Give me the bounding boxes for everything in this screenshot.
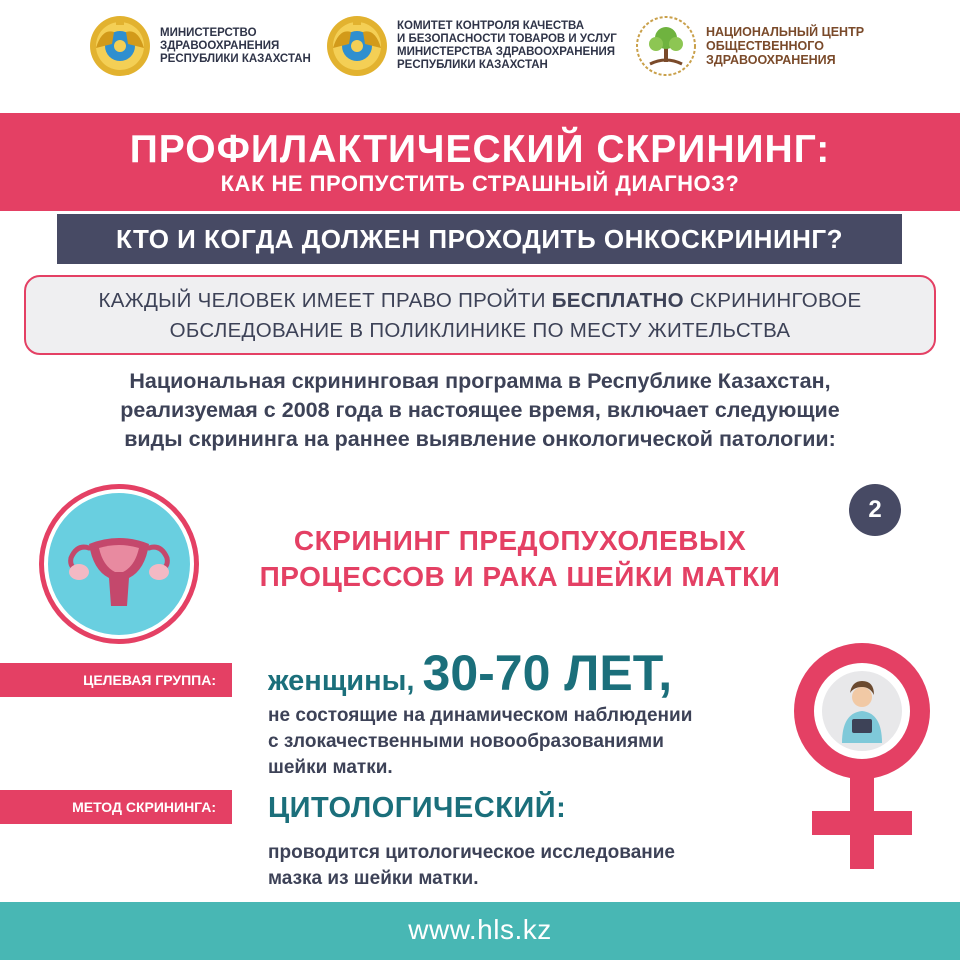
logo-text-line: РЕСПУБЛИКИ КАЗАХСТАН [397, 59, 548, 71]
logo-text-line: РЕСПУБЛИКИ КАЗАХСТАН [160, 52, 311, 65]
program-description [0, 367, 960, 454]
uterus-badge [39, 484, 199, 644]
screening-title-line: СКРИНИНГ ПРЕДОПУХОЛЕВЫХ [293, 525, 747, 556]
logo-text-line: И БЕЗОПАСНОСТИ ТОВАРОВ И УСЛУГ [397, 33, 617, 45]
screening-title-line: ПРОЦЕССОВ И РАКА ШЕЙКИ МАТКИ [259, 561, 781, 592]
tree-logo-icon [634, 14, 698, 78]
logo-committee [325, 14, 617, 78]
page-subtitle: КАК НЕ ПРОПУСТИТЬ СТРАШНЫЙ ДИАГНОЗ? [220, 171, 740, 196]
female-symbol-icon [792, 643, 932, 873]
state-emblem-icon [88, 14, 152, 78]
target-group-label: ЦЕЛЕВАЯ ГРУППА: [0, 663, 232, 697]
screening-number-badge: 2 [849, 484, 901, 536]
target-group-value [268, 644, 672, 702]
page-title: ПРОФИЛАКТИЧЕСКИЙ СКРИНИНГ: [129, 128, 831, 171]
logo-text-line: ОБЩЕСТВЕННОГО [706, 39, 824, 53]
logo-text-line: МИНИСТЕРСТВО [160, 26, 257, 39]
rights-box [24, 275, 936, 355]
rights-line-2: ОБСЛЕДОВАНИЕ В ПОЛИКЛИНИКЕ ПО МЕСТУ ЖИТЕЛЬСТВА [169, 319, 791, 342]
target-age: 30-70 ЛЕТ, [422, 645, 673, 701]
target-desc-line: не состоящие на динамическом наблюдении [268, 705, 693, 726]
uterus-icon [59, 514, 179, 614]
logo-ncph [634, 14, 864, 78]
rights-text: КАЖДЫЙ ЧЕЛОВЕК ИМЕЕТ ПРАВО ПРОЙТИ [98, 289, 552, 312]
logo-text-line: ЗДРАВООХРАНЕНИЯ [160, 39, 280, 52]
rights-line-1 [26, 286, 934, 316]
method-label: МЕТОД СКРИНИНГА: [0, 790, 232, 824]
title-band [0, 113, 960, 211]
target-desc-line: с злокачественными новообразованиями [268, 731, 664, 752]
program-line: Национальная скрининговая программа в Республике Казахстан, [129, 369, 831, 393]
logo-text-line: НАЦИОНАЛЬНЫЙ ЦЕНТР [706, 25, 865, 39]
footer-url[interactable]: www.hls.kz [0, 902, 960, 960]
target-desc-line: шейки матки. [268, 757, 393, 778]
rights-text: СКРИНИНГОВОЕ [683, 289, 862, 312]
method-name: ЦИТОЛОГИЧЕСКИЙ: [268, 792, 567, 824]
method-desc-line: проводится цитологическое исследование [268, 842, 675, 863]
method-description [268, 840, 675, 892]
target-who: женщины, [268, 665, 423, 697]
program-line: реализуемая с 2008 года в настоящее время, включает следующие [120, 398, 840, 422]
target-description [268, 703, 692, 781]
logo-ministry [88, 14, 311, 78]
logo-text-line: МИНИСТЕРСТВА ЗДРАВООХРАНЕНИЯ [397, 46, 616, 58]
method-desc-line: мазка из шейки матки. [268, 868, 479, 889]
logo-text-line: ЗДРАВООХРАНЕНИЯ [706, 53, 836, 67]
logo-text-line: КОМИТЕТ КОНТРОЛЯ КАЧЕСТВА [397, 20, 585, 32]
question-heading: КТО И КОГДА ДОЛЖЕН ПРОХОДИТЬ ОНКОСКРИНИНГ? [57, 214, 902, 264]
state-emblem-icon [325, 14, 389, 78]
rights-bold-text: БЕСПЛАТНО [551, 289, 684, 312]
program-line: виды скрининга на раннее выявление онкологической патологии: [124, 427, 836, 451]
screening-title [200, 523, 840, 595]
